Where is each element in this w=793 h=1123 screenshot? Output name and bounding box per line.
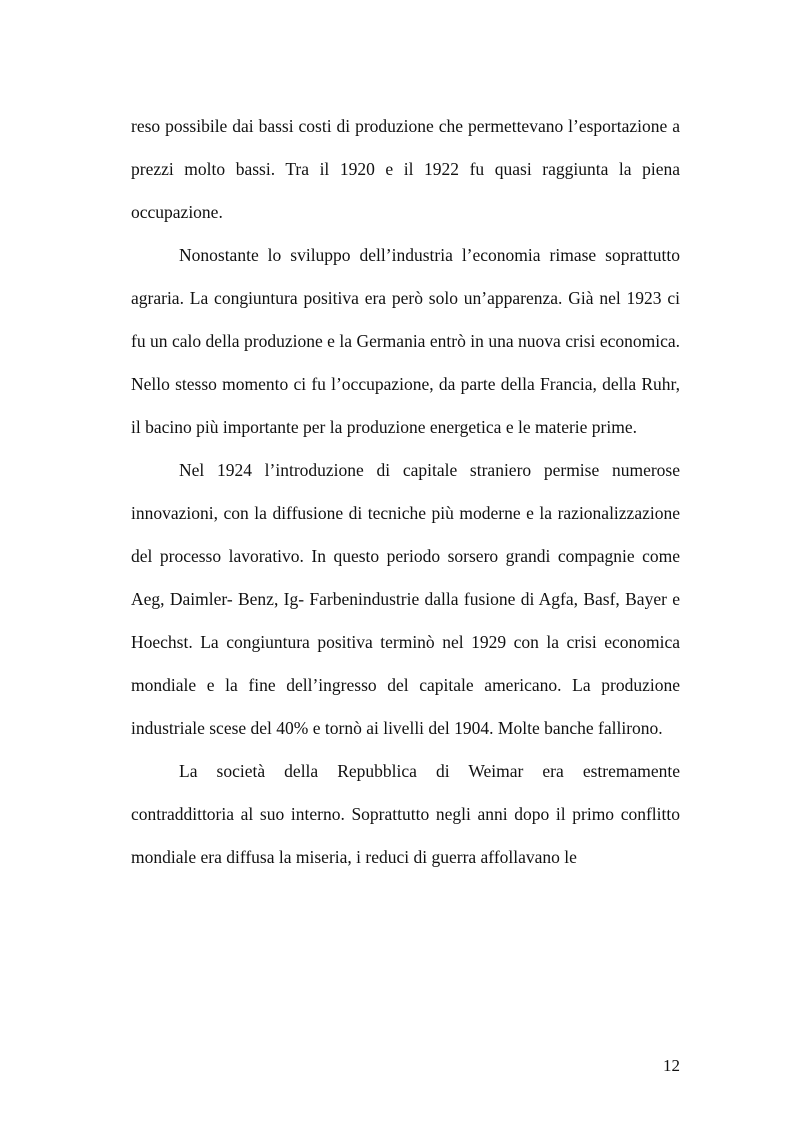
paragraph-3: Nel 1924 l’introduzione di capitale straniero permise numerose innovazioni, con la diffusione di tecniche più moderne e la razionalizzazione del processo lavorativo. In questo periodo sorsero grandi compagnie come Aeg, Daimler- Benz, Ig- Farbenindustrie dalla fusione di Agfa, Basf, Bayer e Hoechst. La congiuntura positiva terminò nel 1929 con la crisi economica mondiale e la fine dell’ingresso del capitale americano. La produzione industriale scese del 40% e tornò ai livelli del 1904. Molte banche fallirono.	[131, 460, 680, 738]
paragraph-4: La società della Repubblica di Weimar era estremamente contraddittoria al suo interno. Soprattutto negli anni dopo il primo conflitto mondiale era diffusa la miseria, i reduci di guerra affollavano le	[131, 761, 680, 867]
paragraph-1: reso possibile dai bassi costi di produzione che permettevano l’esportazione a prezzi molto bassi. Tra il 1920 e il 1922 fu quasi raggiunta la piena occupazione.	[131, 116, 680, 222]
body-text	[131, 105, 680, 879]
page-number: 12	[663, 1056, 680, 1075]
paragraph-2: Nonostante lo sviluppo dell’industria l’economia rimase soprattutto agraria. La congiuntura positiva era però solo un’apparenza. Già nel 1923 ci fu un calo della produzione e la Germania entrò in una nuova crisi economica. Nello stesso momento ci fu l’occupazione, da parte della Francia, della Ruhr, il bacino più importante per la produzione energetica e le materie prime.	[131, 245, 680, 437]
